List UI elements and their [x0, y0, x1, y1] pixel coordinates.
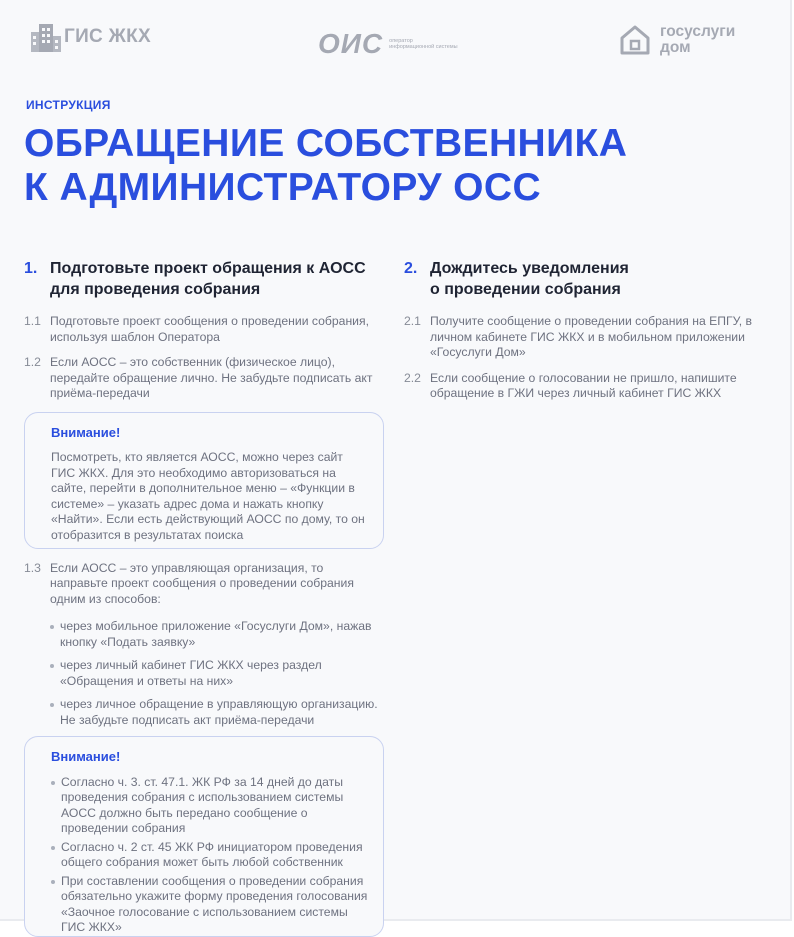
- item-text: Подготовьте проект сообщения о проведении собрания, используя шаблон Оператора: [50, 314, 369, 344]
- step-2-heading: [404, 258, 764, 300]
- gosuslugi-dom-logo: [618, 23, 735, 57]
- step-item: [24, 355, 384, 402]
- step-item: [404, 314, 764, 361]
- step-item: [404, 371, 764, 402]
- item-number: 2.2: [404, 370, 421, 385]
- step-2-title: Дождитесь уведомления о проведении собрания: [430, 260, 629, 298]
- step-item: [24, 561, 384, 608]
- item-text: Если АОСС – это управляющая организация, то направьте проект сообщения о проведении собрания одним из способов:: [50, 560, 354, 606]
- gosuslugi-logo-text: госуслуги дом: [660, 23, 736, 56]
- building-icon: [30, 22, 62, 52]
- item-number: 1.3: [24, 560, 41, 575]
- gis-zhkh-logo: [30, 22, 151, 52]
- list-item: через мобильное приложение «Госуслуги Дом», нажав кнопку «Подать заявку»: [50, 619, 384, 650]
- house-icon: [618, 23, 652, 57]
- step-1-number: 1.: [24, 260, 38, 277]
- gis-logo-text: ГИС ЖКХ: [64, 26, 151, 47]
- page-title: ОБРАЩЕНИЕ СОБСТВЕННИКА К АДМИНИСТРАТОРУ ОСС: [24, 122, 628, 209]
- list-item: При составлении сообщения о проведении собрания обязательно укажите форму проведения голосования «Заочное голосование с использованием системы ГИС ЖКХ»: [51, 874, 369, 936]
- step-item: [24, 314, 384, 345]
- list-item: через личный кабинет ГИС ЖКХ через раздел «Обращения и ответы на них»: [50, 658, 384, 689]
- step-1-column: [24, 258, 384, 937]
- item-text: Если АОСС – это собственник (физическое лицо), передайте обращение лично. Не забудьте подписать акт приёма-передачи: [50, 355, 373, 400]
- attention-title: Внимание!: [51, 424, 121, 440]
- ois-logo: [318, 30, 459, 58]
- item-number: 2.1: [404, 314, 421, 328]
- attention-text: Посмотреть, кто является АОСС, можно через сайт ГИС ЖКХ. Для это необходимо авторизоваться на сайте, перейти в дополнительное меню – «Функции в системе» – указать адрес дома и нажать кнопку «Найти». Если есть действующий АОСС по дому, то он отобразится в результатах поиска: [51, 450, 365, 542]
- item-text: Получите сообщение о проведении собрания на ЕПГУ, в личном кабинете ГИС ЖКХ и в мобильном приложении «Госуслуги Дом»: [430, 314, 752, 359]
- attention-list: [51, 775, 369, 936]
- list-item: Согласно ч. 2 ст. 45 ЖК РФ инициатором проведения общего собрания может быть любой собственник: [51, 840, 369, 871]
- step-2-column: [404, 258, 764, 412]
- ois-logo-small: оператор информационной системы: [389, 37, 458, 50]
- step-1-heading: [24, 258, 384, 300]
- eyebrow-label: ИНСТРУКЦИЯ: [26, 98, 111, 112]
- attention-box-2: [24, 736, 384, 937]
- list-item: через личное обращение в управляющую организацию. Не забудьте подписать акт приёма-передачи: [50, 697, 384, 728]
- item-number: 1.1: [24, 314, 41, 328]
- step-1-title: Подготовьте проект обращения к АОСС для проведения собрания: [50, 260, 366, 298]
- attention-box-1: [24, 412, 384, 549]
- item-text: Если сообщение о голосовании не пришло, напишите обращение в ГЖИ через личный кабинет ГИС ЖКХ: [430, 370, 737, 400]
- attention-title: Внимание!: [51, 749, 121, 764]
- step-2-number: 2.: [404, 260, 418, 277]
- ois-logo-big: ОИС: [318, 28, 384, 59]
- methods-list: [50, 619, 384, 728]
- list-item: Согласно ч. 3. ст. 47.1. ЖК РФ за 14 дней до даты проведения собрания с использованием системы АОСС должно быть передано сообщение о проведении собрания: [51, 775, 369, 837]
- item-number: 1.2: [24, 355, 41, 369]
